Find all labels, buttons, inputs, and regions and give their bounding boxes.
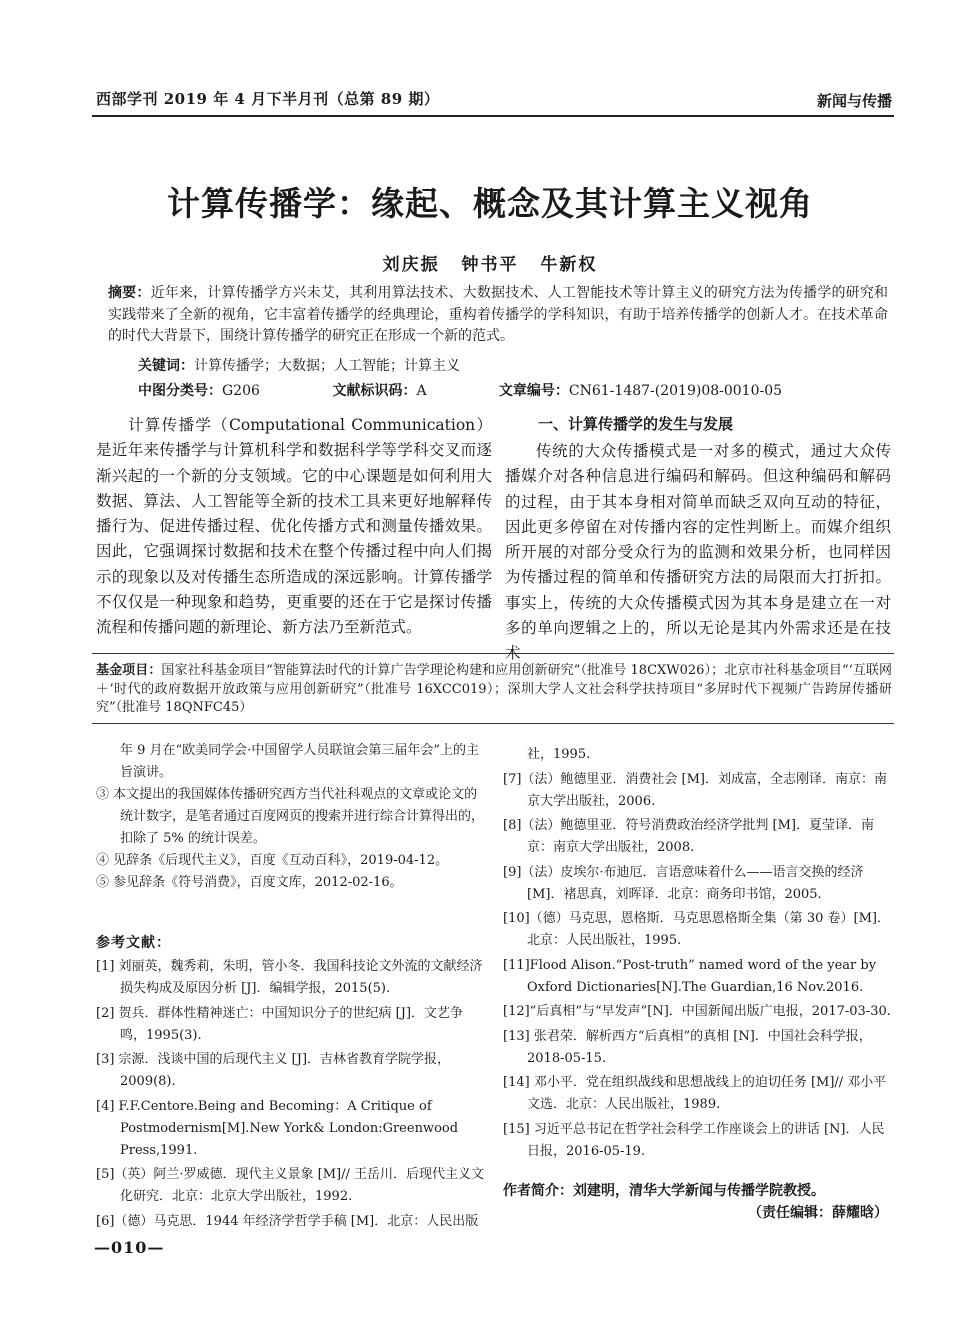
running-header-journal: 西部学刊 2019 年 4 月下半月刊（总第 89 期） <box>96 90 440 108</box>
reference-item: [15] 习近平总书记在哲学社会科学工作座谈会上的讲话 [N]．人民日报，2016-05-19. <box>503 1121 885 1159</box>
article-label: 文章编号： <box>498 383 569 399</box>
reference-item: 社，1995. <box>527 747 591 762</box>
keywords-label: 关键词： <box>138 358 194 374</box>
section-heading-1: 一、计算传播学的发生与发展 <box>538 415 734 433</box>
reference-item: [6]（德）马克思．1944 年经济学哲学手稿 [M]．北京：人民出版 <box>96 1213 479 1229</box>
endnote: 年 9 月在“欧美同学会·中国留学人员联谊会第三届年会”上的主旨演讲。 <box>120 743 479 780</box>
funding-text: 国家社科基金项目“智能算法时代的计算广告学理论构建和应用创新研究”（批准号 18CXW026）；北京市社科基金项目“‘互联网＋’时代的政府数据开放政策与应用创新研究”（批准号 16XCC019）；深圳大学人文社会科学扶持项目“多屏时代下视频广告跨屏传播研究”（批准号 18QNFC45） <box>96 663 892 715</box>
reference-item: [11]Flood Alison.“Post-truth” named word of the year by Oxford Dictionaries[N].The Guardian,16 Nov.2016. <box>503 957 877 995</box>
endnote: ⑤ 参见辞条《符号消费》，百度文库，2012-02-16。 <box>96 875 403 890</box>
article-number <box>499 380 782 400</box>
page-number: —010— <box>94 1238 165 1257</box>
abstract-text: 近年来，计算传播学方兴未艾，其利用算法技术、大数据技术、人工智能技术等计算主义的研究方法为传播学的研究和实践带来了全新的视角，它丰富着传播学的经典理论，重构着传播学的学科知识，有助于培养传播学的创新人才。在技术革命的时代大背景下，围绕计算传播学的研究正在形成一个新的范式。 <box>108 285 889 344</box>
reference-item: [12]“后真相”与“早发声”[N]．中国新闻出版广电报，2017-03-30. <box>503 1004 891 1019</box>
article-value: CN61-1487-(2019)08-0010-05 <box>568 383 783 399</box>
reference-item: [1] 刘丽英，魏秀莉，朱明，管小冬．我国科技论文外流的文献经济损失构成及原因分析 [J]．编辑学报，2015(5). <box>96 959 483 996</box>
reference-item: [5]（英）阿兰·罗威德．现代主义景象 [M]// 王岳川．后现代主义文化研究．北京：北京大学出版社，1992. <box>96 1167 485 1204</box>
keywords-text: 计算传播学；大数据；人工智能；计算主义 <box>194 358 460 374</box>
references-right <box>503 744 893 1165</box>
document-code <box>332 380 494 400</box>
running-header-section: 新闻与传播 <box>816 92 892 110</box>
abstract <box>108 283 888 348</box>
article-title: 计算传播学：缘起、概念及其计算主义视角 <box>167 184 813 223</box>
references-left <box>96 956 488 1235</box>
endnote: ④ 见辞条《后现代主义》，百度《互动百科》，2019-04-12。 <box>96 853 449 868</box>
keywords <box>138 355 460 375</box>
doc-value: A <box>416 383 427 399</box>
footnote-rule-bottom <box>92 723 894 724</box>
abstract-label: 摘要： <box>108 285 151 301</box>
responsible-editor: （责任编辑：薛耀晗） <box>748 1205 888 1221</box>
endnote: ③ 本文提出的我国媒体传播研究西方当代社科观点的文章或论文的统计数字，是笔者通过百度网页的搜索并进行综合计算得出的，扣除了 5% 的统计误差。 <box>96 787 485 846</box>
clc-label: 中图分类号： <box>138 383 222 399</box>
bio-text: 刘建明，清华大学新闻与传播学院教授。 <box>573 1183 825 1199</box>
reference-item: [4] F.F.Centore.Being and Becoming：A Critique of Postmodernism[M].New York& London:Greenwood Press,1991. <box>96 1098 459 1158</box>
reference-item: [3] 宗源．浅谈中国的后现代主义 [J]．吉林省教育学院学报，2009(8). <box>96 1052 451 1089</box>
endnotes <box>96 740 488 894</box>
body-paragraph-intro: 计算传播学（Computational Communication）是近年来传播学与计算机科学和数据科学等学科交叉而逐渐兴起的一个新的分支领域。它的中心课题是如何利用大数据、算法、人工智能等全新的技术工具来更好地解释传播行为、促进传播过程、优化传播方式和测量传播效果。因此，它强调探讨数据和技术在整个传播过程中向人们揭示的现象以及对传播生态所造成的深远影响。计算传播学不仅仅是一种现象和趋势，更重要的还在于它是探讨传播流程和传播问题的新理论、新方法乃至新范式。 <box>96 416 492 637</box>
reference-item: [7]（法）鲍德里亚．消费社会 [M]．刘成富，全志刚译．南京：南京大学出版社，2006. <box>503 771 888 809</box>
reference-item: [9]（法）皮埃尔·布迪厄．言语意味着什么——语言交换的经济 [M]．褚思真，刘晖译．北京：商务印书馆，2005. <box>503 864 864 902</box>
clc-value: G206 <box>222 383 260 399</box>
bio-label: 作者简介： <box>503 1183 573 1199</box>
article-authors: 刘庆振 钟书平 牛新权 <box>382 255 598 275</box>
funding-note <box>96 662 892 718</box>
reference-item: [8]（法）鲍德里亚．符号消费政治经济学批判 [M]．夏莹译．南京：南京大学出版社，2008. <box>503 818 875 855</box>
reference-item: [13] 张君荣．解析西方“后真相”的真相 [N]．中国社会科学报，2018-05-15. <box>503 1028 872 1066</box>
body-paragraph-section1: 传统的大众传播模式是一对多的模式，通过大众传播媒介对各种信息进行编码和解码。但这种编码和解码的过程，由于其本身相对简单而缺乏双向互动的特征，因此更多停留在对传播内容的定性判断上。而媒介组织所开展的对部分受众行为的监测和效果分析，也同样因为传播过程的简单和传播研究方法的局限而大打折扣。事实上，传统的大众传播模式因为其本身是建立在一对多的单向逻辑之上的，所以无论是其内外需求还是在技术 <box>505 442 891 663</box>
author-bio <box>503 1180 825 1200</box>
references-heading: 参考文献： <box>96 935 171 951</box>
doc-label: 文献标识码： <box>332 383 417 399</box>
reference-item: [14] 邓小平．党在组织战线和思想战线上的迫切任务 [M]// 邓小平文选．北京：人民出版社，1989. <box>503 1075 887 1112</box>
reference-item: [2] 贺兵．群体性精神迷亡：中国知识分子的世纪病 [J]．文艺争鸣，1995(3). <box>96 1005 464 1043</box>
funding-label: 基金项目： <box>96 663 162 678</box>
header-rule <box>92 115 894 117</box>
footnote-rule-top <box>92 653 894 654</box>
classification-line <box>138 380 898 400</box>
clc-number <box>138 380 328 400</box>
reference-item: [10]（德）马克思，恩格斯．马克思恩格斯全集（第 30 卷）[M]．北京：人民出版社，1995. <box>503 911 890 948</box>
